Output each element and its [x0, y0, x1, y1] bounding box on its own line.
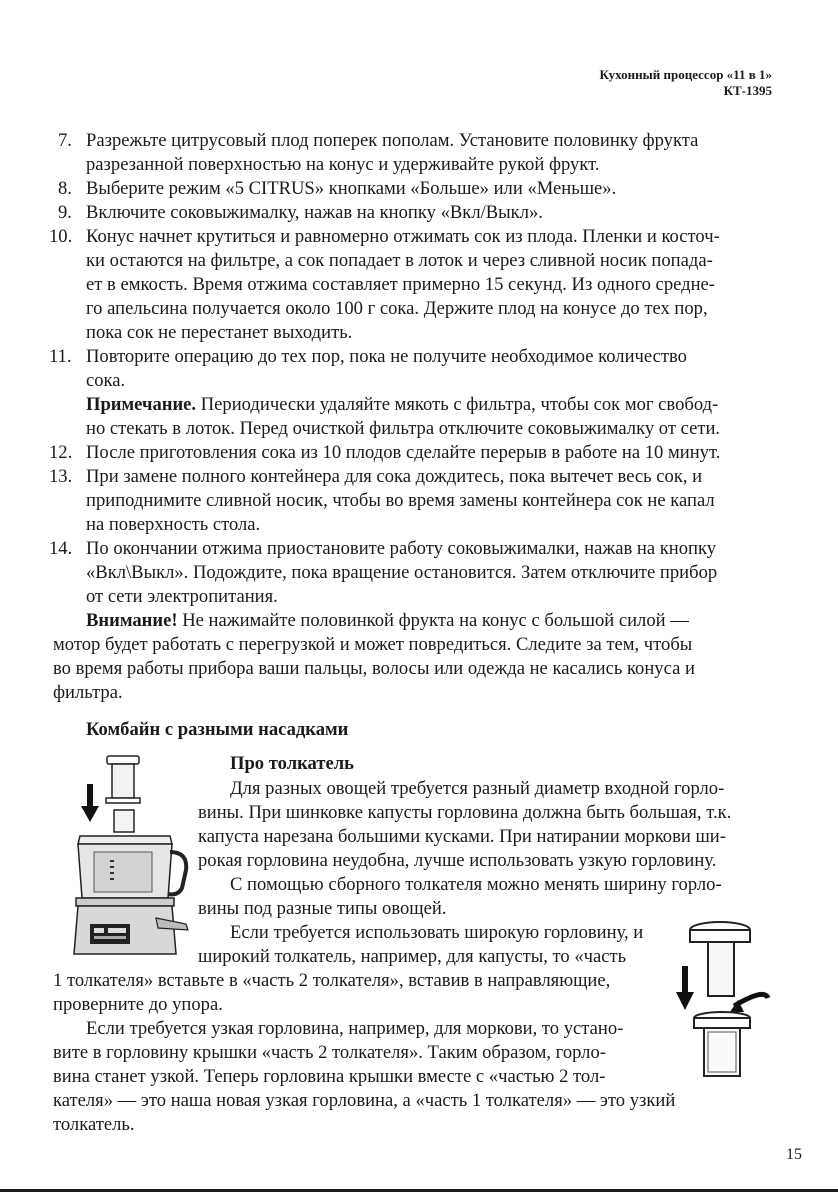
pusher-text-line: кателя» — это наша новая узкая горловина, а «часть 1 толкателя» — это узкий [53, 1090, 676, 1111]
pusher-text-line: рокая горловина неудобна, лучше использовать узкую горловину. [198, 850, 717, 871]
item-text-line: При замене полного контейнера для сока дождитесь, пока вытечет весь сок, и [86, 466, 703, 487]
pusher-parts-illustration [672, 918, 778, 1084]
item-text-line: Разрежьте цитрусовый плод поперек пополам. Установите половинку фрукта [86, 130, 699, 151]
pusher-text-line: вины. При шинковке капусты горловина должна быть большая, т.к. [198, 802, 732, 823]
item-number: 10. [49, 226, 73, 247]
item-text-line: По окончании отжима приостановите работу соковыжималки, нажав на кнопку [86, 538, 717, 559]
pusher-text-line: Для разных овощей требуется разный диаметр входной горло- [230, 778, 725, 799]
pusher-text-line: капуста нарезана большими кусками. При натирании моркови ши- [198, 826, 726, 847]
item-text-line: на поверхность стола. [86, 514, 261, 535]
header-title: Кухонный процессор «11 в 1» [599, 67, 772, 82]
pusher-text-line: толкатель. [53, 1114, 135, 1135]
section-title: Комбайн с разными насадками [86, 719, 349, 740]
item-text-line: Выберите режим «5 CITRUS» кнопками «Больше» или «Меньше». [86, 178, 617, 199]
food-processor-illustration [60, 748, 200, 958]
item-text-line: «Вкл\Выкл». Подождите, пока вращение остановится. Затем отключите прибор [86, 562, 718, 583]
item-number: 12. [49, 442, 73, 463]
warning-line: фильтра. [53, 682, 123, 703]
pusher-text-line: Если требуется использовать широкую горловину, и [230, 922, 644, 943]
item-text-line: Конус начнет крутиться и равномерно отжимать сок из плода. Пленки и косточ- [86, 226, 720, 247]
item-text-line: Включите соковыжималку, нажав на кнопку «Вкл/Выкл». [86, 202, 543, 223]
item-text-line: ки остаются на фильтре, а сок попадает в лоток и через сливной носик попада- [86, 250, 713, 271]
pusher-text-line: вите в горловину крышки «часть 2 толкателя». Таким образом, горло- [53, 1042, 606, 1063]
item-number: 13. [49, 466, 73, 487]
pusher-text-line: широкий толкатель, например, для капусты, то «часть [198, 946, 627, 967]
item-text-line: приподнимите сливной носик, чтобы во время замены контейнера сок не капал [86, 490, 715, 511]
warning-label: Внимание! [86, 610, 178, 631]
pusher-text-line: 1 толкателя» вставьте в «часть 2 толкателя», вставив в направляющие, [53, 970, 611, 991]
pusher-text-line: С помощью сборного толкателя можно менять ширину горло- [230, 874, 722, 895]
note-text: Периодически удаляйте мякоть с фильтра, чтобы сок мог свобод- [196, 394, 719, 415]
item-text-line: пока сок не перестанет выходить. [86, 322, 353, 343]
item-text-line: После приготовления сока из 10 плодов сделайте перерыв в работе на 10 минут. [86, 442, 721, 463]
item-text-line: сока. [86, 370, 126, 391]
note-line: но стекать в лоток. Перед очисткой фильтра отключите соковыжималку от сети. [86, 418, 721, 439]
item-text-line: го апельсина получается около 100 г сока. Держите плод на конусе до тех пор, [86, 298, 708, 319]
note-label: Примечание. [86, 394, 197, 415]
header-model: КТ-1395 [723, 83, 772, 98]
pusher-text-line: вина станет узкой. Теперь горловина крышки вместе с «частью 2 тол- [53, 1066, 606, 1087]
warning-line [86, 609, 689, 633]
bottom-rule [0, 1189, 838, 1192]
item-text-line: ет в емкость. Время отжима составляет примерно 15 секунд. Из одного средне- [86, 274, 715, 295]
item-number: 8. [58, 178, 72, 199]
note-line [86, 393, 718, 417]
pusher-text-line: Если требуется узкая горловина, например, для моркови, то устано- [86, 1018, 624, 1039]
warning-text: Не нажимайте половинкой фрукта на конус с большой силой — [177, 610, 689, 631]
item-number: 9. [58, 202, 72, 223]
subsection-title: Про толкатель [230, 753, 355, 774]
item-number: 7. [58, 130, 72, 151]
item-number: 14. [49, 538, 73, 559]
warning-line: мотор будет работать с перегрузкой и может повредиться. Следите за тем, чтобы [53, 634, 693, 655]
item-text-line: Повторите операцию до тех пор, пока не получите необходимое количество [86, 346, 687, 367]
item-number: 11. [49, 346, 72, 367]
pusher-text-line: вины под разные типы овощей. [198, 898, 447, 919]
pusher-text-line: проверните до упора. [53, 994, 223, 1015]
item-text-line: от сети электропитания. [86, 586, 278, 607]
item-text-line: разрезанной поверхностью на конус и удерживайте рукой фрукт. [86, 154, 600, 175]
warning-line: во время работы прибора ваши пальцы, волосы или одежда не касались конуса и [53, 658, 695, 679]
page-number: 15 [786, 1146, 802, 1163]
